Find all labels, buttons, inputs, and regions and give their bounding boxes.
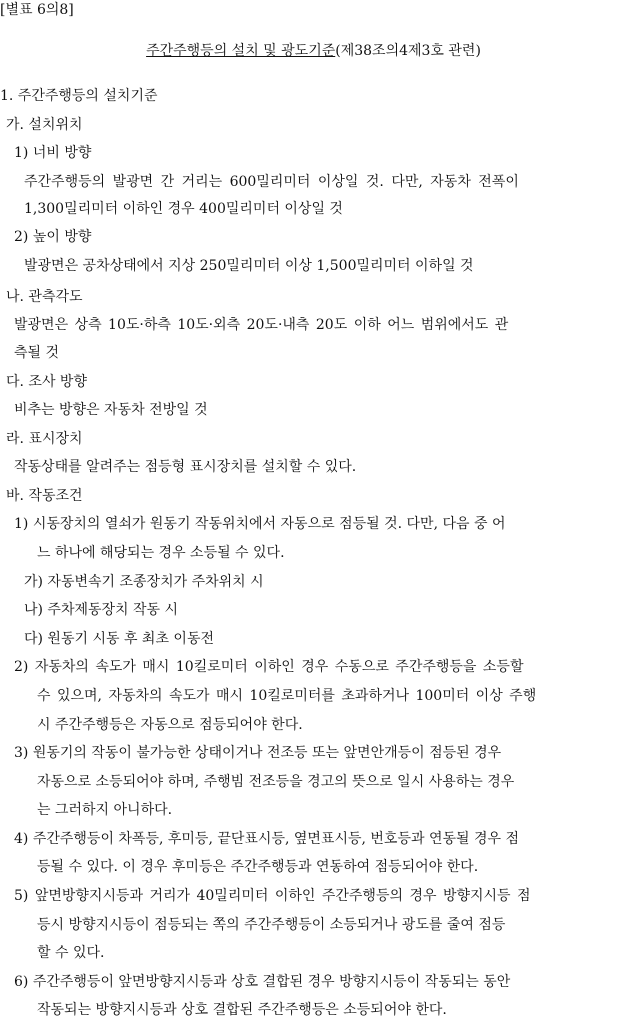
- list-item-continuation: 느 하나에 해당되는 경우 소등될 수 있다.: [37, 545, 285, 561]
- annex-tag: [별표 6의8]: [0, 2, 74, 18]
- paragraph-line: 측될 것: [14, 345, 60, 361]
- subsection-heading: 다. 조사 방향: [6, 374, 87, 390]
- list-item: 3) 원동기의 작동이 불가능한 상태이거나 전조등 또는 앞면안개등이 점등된 경우: [14, 745, 502, 761]
- list-item-continuation: 수 있으며, 자동차의 속도가 매시 10킬로미터를 초과하거나 100미터 이상 주행: [37, 688, 537, 704]
- list-item-continuation: 할 수 있다.: [37, 945, 105, 961]
- list-item-continuation: 자동으로 소등되어야 하며, 주행빔 전조등을 경고의 뜻으로 일시 사용하는 경우: [37, 774, 515, 790]
- subsection-heading: 바. 작동조건: [6, 488, 83, 504]
- sub-list-item: 다) 원동기 시동 후 최초 이동전: [24, 631, 215, 647]
- paragraph-line: 발광면은 상측 10도·하측 10도·외측 20도·내측 20도 이하 어느 범위에서도 관: [14, 317, 509, 333]
- list-item: 4) 주간주행등이 차폭등, 후미등, 끝단표시등, 옆면표시등, 번호등과 연동될 경우 점: [14, 831, 519, 847]
- title-reference: (제38조의4제3호 관련): [335, 43, 481, 59]
- list-item-continuation: 등될 수 있다. 이 경우 후미등은 주간주행등과 연동하여 점등되어야 한다.: [37, 859, 479, 875]
- list-item: 5) 앞면방향지시등과 거리가 40밀리미터 이하인 주간주행등의 경우 방향지시등 점: [14, 888, 531, 904]
- sub-list-item: 나) 주차제동장치 작동 시: [24, 602, 179, 618]
- title-main: 주간주행등의 설치 및 광도기준: [146, 43, 336, 59]
- item-heading: 1) 너비 방향: [14, 145, 92, 161]
- subsection-heading: 나. 관측각도: [6, 289, 83, 305]
- list-item: 2) 자동차의 속도가 매시 10킬로미터 이하인 경우 수동으로 주간주행등을 소등할: [14, 659, 524, 675]
- paragraph-line: 작동상태를 알려주는 점등형 표시장치를 설치할 수 있다.: [14, 459, 357, 475]
- item-heading: 2) 높이 방향: [14, 229, 92, 245]
- section-heading: 1. 주간주행등의 설치기준: [0, 88, 158, 104]
- subsection-heading: 가. 설치위치: [6, 117, 83, 133]
- paragraph-line: 비추는 방향은 자동차 전방일 것: [14, 402, 208, 418]
- list-item: 1) 시동장치의 열쇠가 원동기 작동위치에서 자동으로 점등될 것. 다만, 다음 중 어: [14, 516, 506, 532]
- sub-list-item: 가) 자동변속기 조종장치가 주차위치 시: [24, 574, 264, 590]
- list-item-continuation: 작동되는 방향지시등과 상호 결합된 주간주행등은 소등되어야 한다.: [37, 1002, 447, 1018]
- paragraph-line: 1,300밀리미터 이하인 경우 400밀리미터 이상일 것: [24, 201, 343, 217]
- list-item-continuation: 시 주간주행등은 자동으로 점등되어야 한다.: [37, 717, 303, 733]
- list-item-continuation: 는 그러하지 아니하다.: [37, 802, 173, 818]
- subsection-heading: 라. 표시장치: [6, 431, 83, 447]
- document-title: [0, 41, 627, 61]
- list-item: 6) 주간주행등이 앞면방향지시등과 상호 결합된 경우 방향지시등이 작동되는 동안: [14, 974, 511, 990]
- paragraph-line: 주간주행등의 발광면 간 거리는 600밀리미터 이상일 것. 다만, 자동차 전폭이: [24, 174, 519, 190]
- list-item-continuation: 등시 방향지시등이 점등되는 쪽의 주간주행등이 소등되거나 광도를 줄여 점등: [37, 917, 506, 933]
- paragraph-line: 발광면은 공차상태에서 지상 250밀리미터 이상 1,500밀리미터 이하일 것: [24, 258, 474, 274]
